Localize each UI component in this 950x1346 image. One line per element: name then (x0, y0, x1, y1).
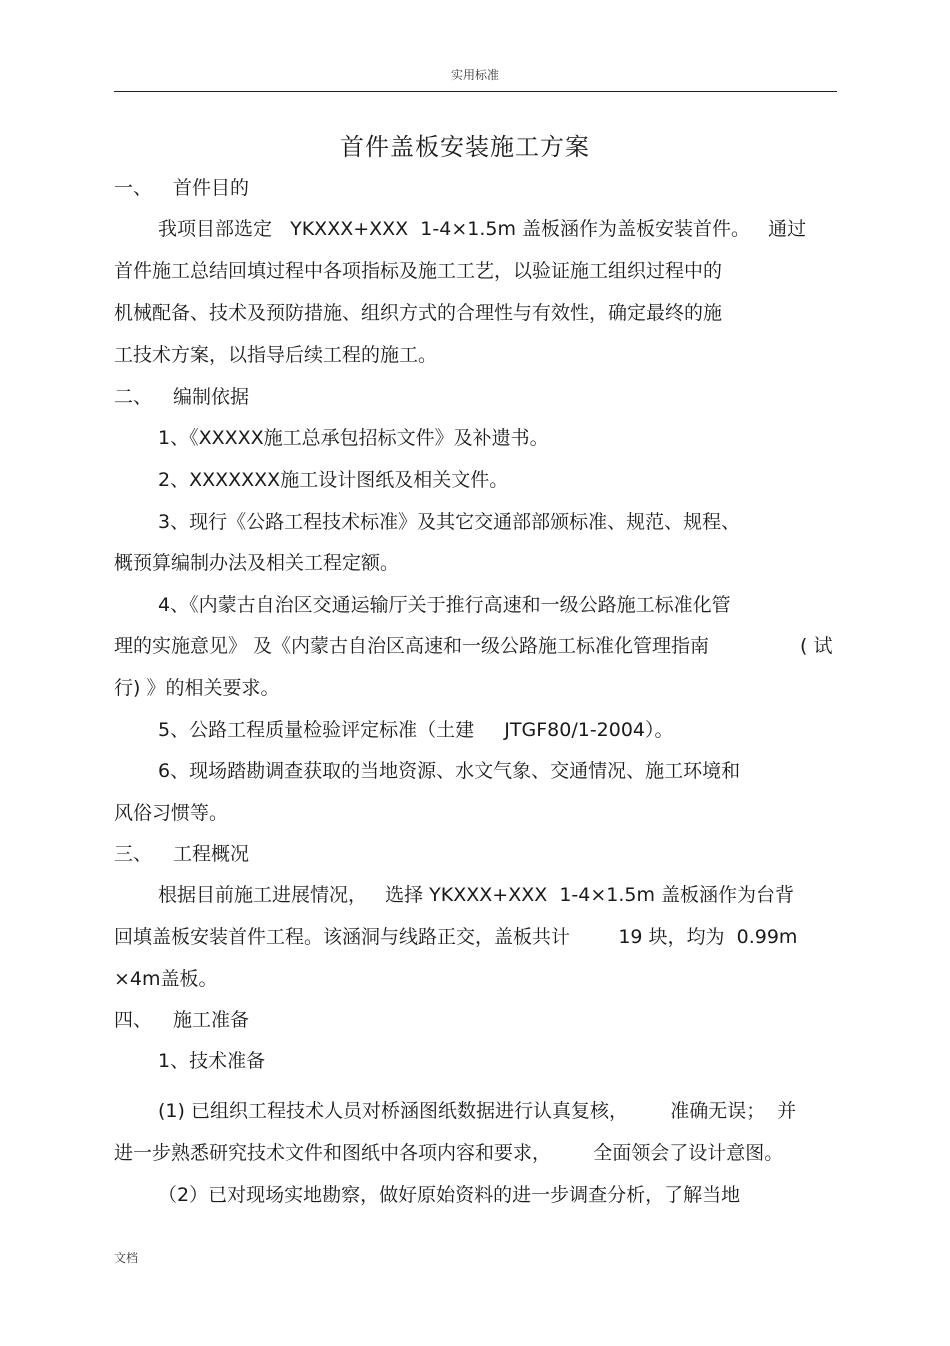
section-number: 三、 (114, 843, 153, 865)
list-item: 1、《XXXXX施工总承包招标文件》及补遗书。 (158, 427, 549, 449)
section-number: 二、 (114, 386, 153, 408)
paragraph-line: 机械配备、技术及预防措施、组织方式的合理性与有效性，确定最终的施 (114, 302, 723, 324)
document-title: 首件盖板安装施工方案 (340, 133, 590, 161)
paragraph-line-end: ( 试 (800, 635, 833, 657)
paragraph-line: (1) 已组织工程技术人员对桥涵图纸数据进行认真复核， 准确无误； 并 (158, 1100, 797, 1122)
paragraph-line: 概预算编制办法及相关工程定额。 (114, 552, 400, 574)
section-title: 编制依据 (173, 386, 250, 408)
list-item: 5、公路工程质量检验评定标准（土建 JTGF80/1-2004）。 (158, 719, 674, 741)
list-item: 2、XXXXXXX施工设计图纸及相关文件。 (158, 469, 509, 491)
paragraph-line: 我项目部选定 YKXXX+XXX 1-4×1.5m 盖板涵作为盖板安装首件。 通过 (158, 218, 807, 240)
paragraph-line: 风俗习惯等。 (114, 802, 229, 824)
section-title: 工程概况 (173, 843, 250, 865)
list-item: 4、《内蒙古自治区交通运输厅关于推行高速和一级公路施工标准化管 (158, 594, 731, 616)
section-number: 一、 (114, 177, 153, 199)
paragraph-line: 首件施工总结回填过程中各项指标及施工工艺，以验证施工组织过程中的 (114, 260, 723, 282)
paragraph-line: 工技术方案，以指导后续工程的施工。 (114, 344, 438, 366)
paragraph-line: 行) 》的相关要求。 (114, 677, 280, 699)
page-header: 实用标准 (450, 68, 499, 82)
page-footer: 文档 (114, 1251, 139, 1265)
list-item: 6、现场踏勘调查获取的当地资源、水文气象、交通情况、施工环境和 (158, 760, 741, 782)
paragraph-line: 理的实施意见》 及《内蒙古自治区高速和一级公路施工标准化管理指南 (114, 635, 710, 657)
section-title: 施工准备 (173, 1009, 250, 1031)
paragraph-line: 回填盖板安装首件工程。该涵洞与线路正交，盖板共计 19 块，均为 0.99m (114, 926, 798, 948)
header-divider (114, 91, 837, 92)
subsection-title: 1、技术准备 (158, 1050, 266, 1072)
list-item: 3、现行《公路工程技术标准》及其它交通部部颁标准、规范、规程、 (158, 511, 741, 533)
section-title: 首件目的 (173, 177, 250, 199)
section-number: 四、 (114, 1009, 153, 1031)
paragraph-line: 根据目前施工进展情况， 选择 YKXXX+XXX 1-4×1.5m 盖板涵作为台背 (158, 884, 795, 906)
paragraph-line: ×4m盖板。 (114, 968, 218, 990)
paragraph-line: （2）已对现场实地勘察，做好原始资料的进一步调查分析，了解当地 (158, 1184, 741, 1206)
paragraph-line: 进一步熟悉研究技术文件和图纸中各项内容和要求， 全面领会了设计意图。 (114, 1142, 784, 1164)
